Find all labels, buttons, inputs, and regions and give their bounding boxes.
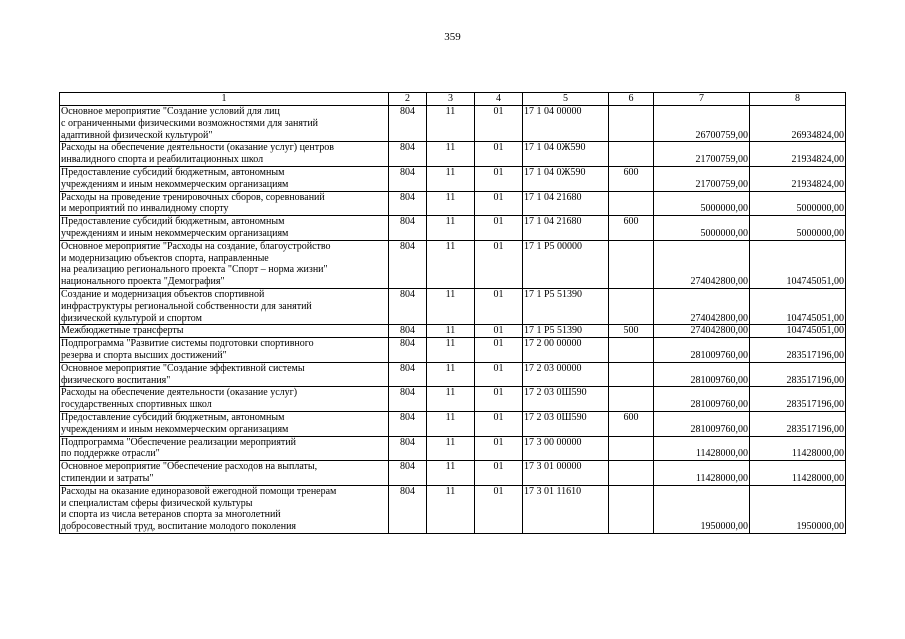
subsection-code: 01 [475,338,523,363]
amount-year-2: 283517196,00 [750,387,846,412]
description-line: Основное мероприятие "Создание условий для лиц [61,106,280,117]
description-line: инвалидного спорта и реабилитационных школ [61,154,264,166]
subsection-code: 01 [475,485,523,533]
description-line: и мероприятий по инвалидному спорту [61,203,229,215]
budget-table [59,92,846,534]
table-row [60,166,846,191]
section-code: 11 [427,288,475,324]
description-line: учреждениям и иным некоммерческим организациям [61,178,289,190]
column-header: 8 [750,93,846,106]
expense-type-code: 600 [609,216,654,241]
subsection-code: 01 [475,216,523,241]
row-description [60,191,389,216]
expense-type-code [609,288,654,324]
section-code: 11 [427,387,475,412]
target-article-code: 17 1 P5 00000 [523,240,609,288]
section-code: 11 [427,191,475,216]
description-line: Предоставление субсидий бюджетным, автономным [61,411,285,423]
target-article-code: 17 1 04 0Ж590 [523,142,609,167]
amount-year-1: 21700759,00 [654,166,750,191]
row-description [60,338,389,363]
subsection-code: 01 [475,411,523,436]
subsection-code: 01 [475,436,523,461]
amount-year-1: 21700759,00 [654,142,750,167]
table-row [60,191,846,216]
amount-year-1: 11428000,00 [654,461,750,486]
table-row [60,288,846,324]
description-line: Основное мероприятие "Обеспечение расходов на выплаты, [61,461,318,473]
description-line: и спорта из числа ветеранов спорта за многолетний [61,509,281,521]
section-code: 11 [427,362,475,387]
target-article-code: 17 1 04 21680 [523,216,609,241]
amount-year-1: 281009760,00 [654,338,750,363]
section-code: 11 [427,240,475,288]
target-article-code: 17 1 P5 51390 [523,288,609,324]
description-line: и модернизацию объектов спорта, направленные [61,252,269,264]
table-row [60,411,846,436]
target-article-code: 17 2 00 00000 [523,338,609,363]
section-code: 11 [427,436,475,461]
description-line: на реализацию регионального проекта "Спорт – норма жизни" [61,264,328,276]
amount-year-1: 5000000,00 [654,216,750,241]
table-header-row [60,93,846,106]
department-code: 804 [389,191,427,216]
description-line: физического воспитания" [61,374,171,386]
description-line: Подпрограмма "Развитие системы подготовки спортивного [61,338,314,350]
amount-year-2: 104745051,00 [750,240,846,288]
description-line: Межбюджетные трансферты [61,325,184,337]
amount-year-1: 26700759,00 [654,106,750,142]
section-code: 11 [427,142,475,167]
section-code: 11 [427,338,475,363]
subsection-code: 01 [475,106,523,142]
expense-type-code: 500 [609,325,654,338]
amount-year-1: 274042800,00 [654,288,750,324]
target-article-code: 17 2 03 0Ш590 [523,387,609,412]
amount-year-2: 104745051,00 [750,325,846,338]
subsection-code: 01 [475,325,523,338]
subsection-code: 01 [475,387,523,412]
amount-year-1: 5000000,00 [654,191,750,216]
description-line: добросовестный труд, воспитание молодого поколения [61,521,297,533]
table-row [60,106,846,142]
expense-type-code [609,191,654,216]
row-description [60,461,389,486]
description-line: стипендии и затраты" [61,472,154,484]
column-header: 6 [609,93,654,106]
column-header: 7 [654,93,750,106]
target-article-code: 17 3 00 00000 [523,436,609,461]
description-line: Предоставление субсидий бюджетным, автономным [61,216,285,228]
description-line: Расходы на обеспечение деятельности (оказание услуг) центров [61,142,334,154]
amount-year-2: 11428000,00 [750,461,846,486]
subsection-code: 01 [475,142,523,167]
table-row [60,240,846,288]
row-description [60,325,389,338]
department-code: 804 [389,325,427,338]
department-code: 804 [389,240,427,288]
expense-type-code [609,142,654,167]
row-description [60,436,389,461]
subsection-code: 01 [475,191,523,216]
description-line: адаптивной физической культурой" [61,129,213,141]
row-description [60,216,389,241]
description-line: учреждениям и иным некоммерческим организациям [61,227,289,239]
description-line: с ограниченными физическими возможностями для занятий [61,117,319,129]
section-code: 11 [427,325,475,338]
department-code: 804 [389,142,427,167]
description-line: Основное мероприятие "Создание эффективной системы [61,362,305,374]
expense-type-code [609,362,654,387]
section-code: 11 [427,216,475,241]
row-description [60,387,389,412]
row-description [60,485,389,533]
expense-type-code: 600 [609,166,654,191]
department-code: 804 [389,106,427,142]
section-code: 11 [427,166,475,191]
description-line: по поддержке отрасли" [61,448,160,460]
amount-year-2: 283517196,00 [750,411,846,436]
department-code: 804 [389,338,427,363]
amount-year-2: 11428000,00 [750,436,846,461]
row-description [60,240,389,288]
department-code: 804 [389,485,427,533]
department-code: 804 [389,387,427,412]
section-code: 11 [427,106,475,142]
amount-year-1: 281009760,00 [654,362,750,387]
amount-year-1: 281009760,00 [654,411,750,436]
row-description [60,411,389,436]
table-body [60,106,846,534]
amount-year-2: 283517196,00 [750,338,846,363]
amount-year-2: 26934824,00 [750,106,846,142]
department-code: 804 [389,216,427,241]
description-line: государственных спортивных школ [61,399,212,411]
table-row [60,325,846,338]
table-row [60,362,846,387]
section-code: 11 [427,461,475,486]
target-article-code: 17 1 P5 51390 [523,325,609,338]
target-article-code: 17 3 01 11610 [523,485,609,533]
amount-year-1: 1950000,00 [654,485,750,533]
row-description [60,106,389,142]
section-code: 11 [427,411,475,436]
column-header: 3 [427,93,475,106]
target-article-code: 17 1 04 21680 [523,191,609,216]
target-article-code: 17 2 03 0Ш590 [523,411,609,436]
amount-year-2: 5000000,00 [750,191,846,216]
description-line: Подпрограмма "Обеспечение реализации мероприятий [61,436,296,448]
row-description [60,142,389,167]
expense-type-code [609,461,654,486]
table-row [60,436,846,461]
row-description [60,288,389,324]
description-line: Основное мероприятие "Расходы на создание, благоустройство [61,240,331,252]
subsection-code: 01 [475,461,523,486]
description-line: Создание и модернизация объектов спортивной [61,288,265,300]
row-description [60,362,389,387]
table-row [60,216,846,241]
table-row [60,485,846,533]
table-row [60,387,846,412]
department-code: 804 [389,288,427,324]
column-header: 2 [389,93,427,106]
department-code: 804 [389,166,427,191]
subsection-code: 01 [475,288,523,324]
amount-year-1: 274042800,00 [654,325,750,338]
expense-type-code: 600 [609,411,654,436]
description-line: и специалистам сферы физической культуры [61,497,253,509]
amount-year-1: 11428000,00 [654,436,750,461]
expense-type-code [609,106,654,142]
table-row [60,338,846,363]
department-code: 804 [389,411,427,436]
department-code: 804 [389,362,427,387]
description-line: резерва и спорта высших достижений" [61,349,227,361]
department-code: 804 [389,461,427,486]
column-header: 5 [523,93,609,106]
amount-year-1: 274042800,00 [654,240,750,288]
subsection-code: 01 [475,362,523,387]
description-line: Расходы на оказание единоразовой ежегодной помощи тренерам [61,485,337,497]
amount-year-2: 283517196,00 [750,362,846,387]
description-line: Предоставление субсидий бюджетным, автономным [61,166,285,178]
description-line: инфраструктуры региональной собственности для занятий [61,300,312,312]
section-code: 11 [427,485,475,533]
page-number: 359 [444,31,461,43]
subsection-code: 01 [475,166,523,191]
column-header: 4 [475,93,523,106]
expense-type-code [609,240,654,288]
expense-type-code [609,387,654,412]
expense-type-code [609,338,654,363]
description-line: учреждениям и иным некоммерческим организациям [61,423,289,435]
amount-year-2: 104745051,00 [750,288,846,324]
table-row [60,461,846,486]
target-article-code: 17 1 04 00000 [523,106,609,142]
amount-year-2: 21934824,00 [750,166,846,191]
expense-type-code [609,485,654,533]
target-article-code: 17 2 03 00000 [523,362,609,387]
description-line: Расходы на обеспечение деятельности (оказание услуг) [61,387,298,399]
amount-year-2: 1950000,00 [750,485,846,533]
description-line: Расходы на проведение тренировочных сборов, соревнований [61,191,325,203]
description-line: физической культурой и спортом [61,312,202,324]
amount-year-2: 21934824,00 [750,142,846,167]
description-line: национального проекта "Демография" [61,276,225,288]
amount-year-2: 5000000,00 [750,216,846,241]
column-header: 1 [60,93,389,106]
expense-type-code [609,436,654,461]
target-article-code: 17 3 01 00000 [523,461,609,486]
subsection-code: 01 [475,240,523,288]
amount-year-1: 281009760,00 [654,387,750,412]
target-article-code: 17 1 04 0Ж590 [523,166,609,191]
row-description [60,166,389,191]
department-code: 804 [389,436,427,461]
table-row [60,142,846,167]
